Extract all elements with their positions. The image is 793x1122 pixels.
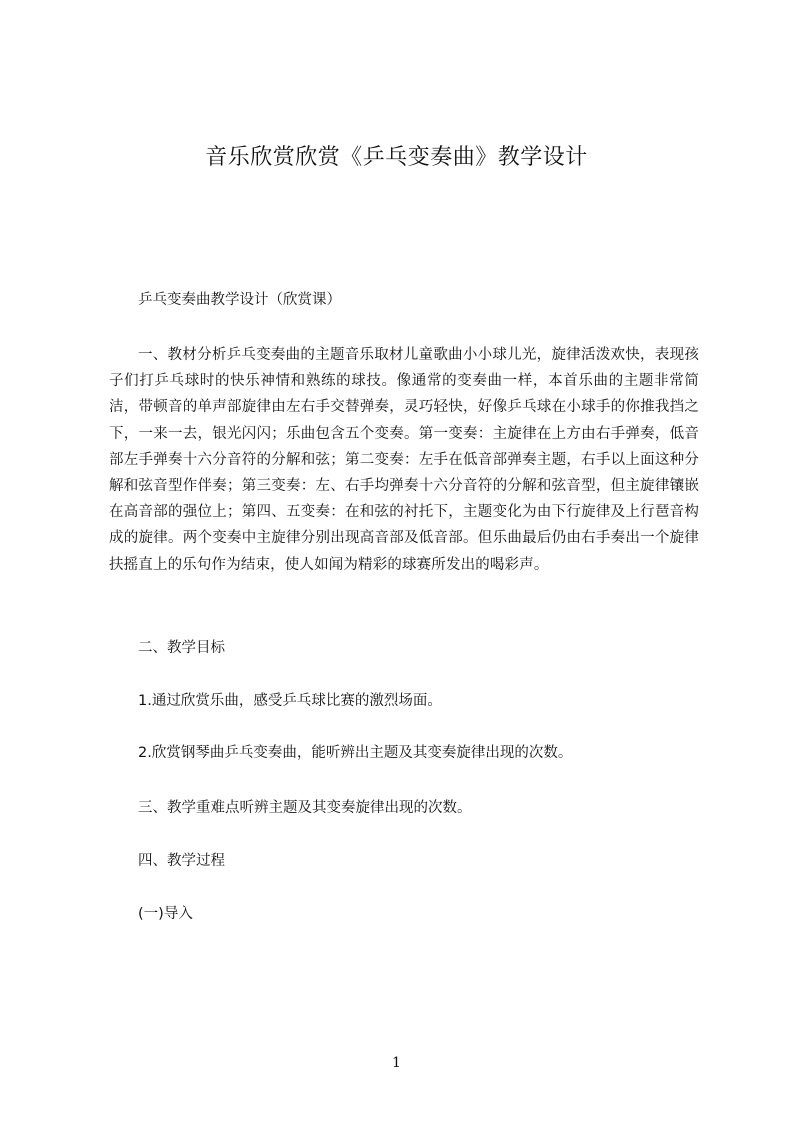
section-4-heading: 四、教学过程 xyxy=(138,853,225,869)
page-number: 1 xyxy=(392,1055,401,1071)
section-3-heading: 三、教学重难点听辨主题及其变奏旋律出现的次数。 xyxy=(138,800,472,816)
section-1-paragraph: 一、教材分析乒乓变奏曲的主题音乐取材儿童歌曲小小球儿光，旋律活泼欢快，表现孩子们打乒乓球时的快乐神情和熟练的球技。像通常的变奏曲一样，本首乐曲的主题非常简洁，带顿音的单声部旋律由左右手交替弹奏，灵巧轻快，好像乒乓球在小球手的你推我挡之下，一来一去，银光闪闪；乐曲包含五个变奏。第一变奏：主旋律在上方由右手弹奏，低音部左手弹奏十六分音符的分解和弦；第二变奏：左手在低音部弹奏主题，右手以上面这种分解和弦音型作伴奏；第三变奏：左、右手均弹奏十六分音符的分解和弦音型，但主旋律镶嵌在高音部的强位上；第四、五变奏：在和弦的衬托下，主题变化为由下行旋律及上行琶音构成的旋律。两个变奏中主旋律分别出现高音部及低音部。但乐曲最后仍由右手奏出一个旋律扶摇直上的乐句作为结束，使人如闻为精彩的球赛所发出的喝彩声。 xyxy=(109,347,699,573)
section-2-heading: 二、教学目标 xyxy=(138,640,225,656)
teaching-goal-2: 2.欣赏钢琴曲乒乓变奏曲，能听辨出主题及其变奏旋律出现的次数。 xyxy=(138,745,573,761)
section-4-sub-1: (一)导入 xyxy=(138,906,193,922)
teaching-goal-1: 1.通过欣赏乐曲，感受乒乓球比赛的激烈场面。 xyxy=(138,693,442,709)
document-title: 音乐欣赏欣赏《乒乓变奏曲》教学设计 xyxy=(205,145,588,170)
document-subtitle: 乒乓变奏曲教学设计（欣赏课） xyxy=(138,292,341,308)
